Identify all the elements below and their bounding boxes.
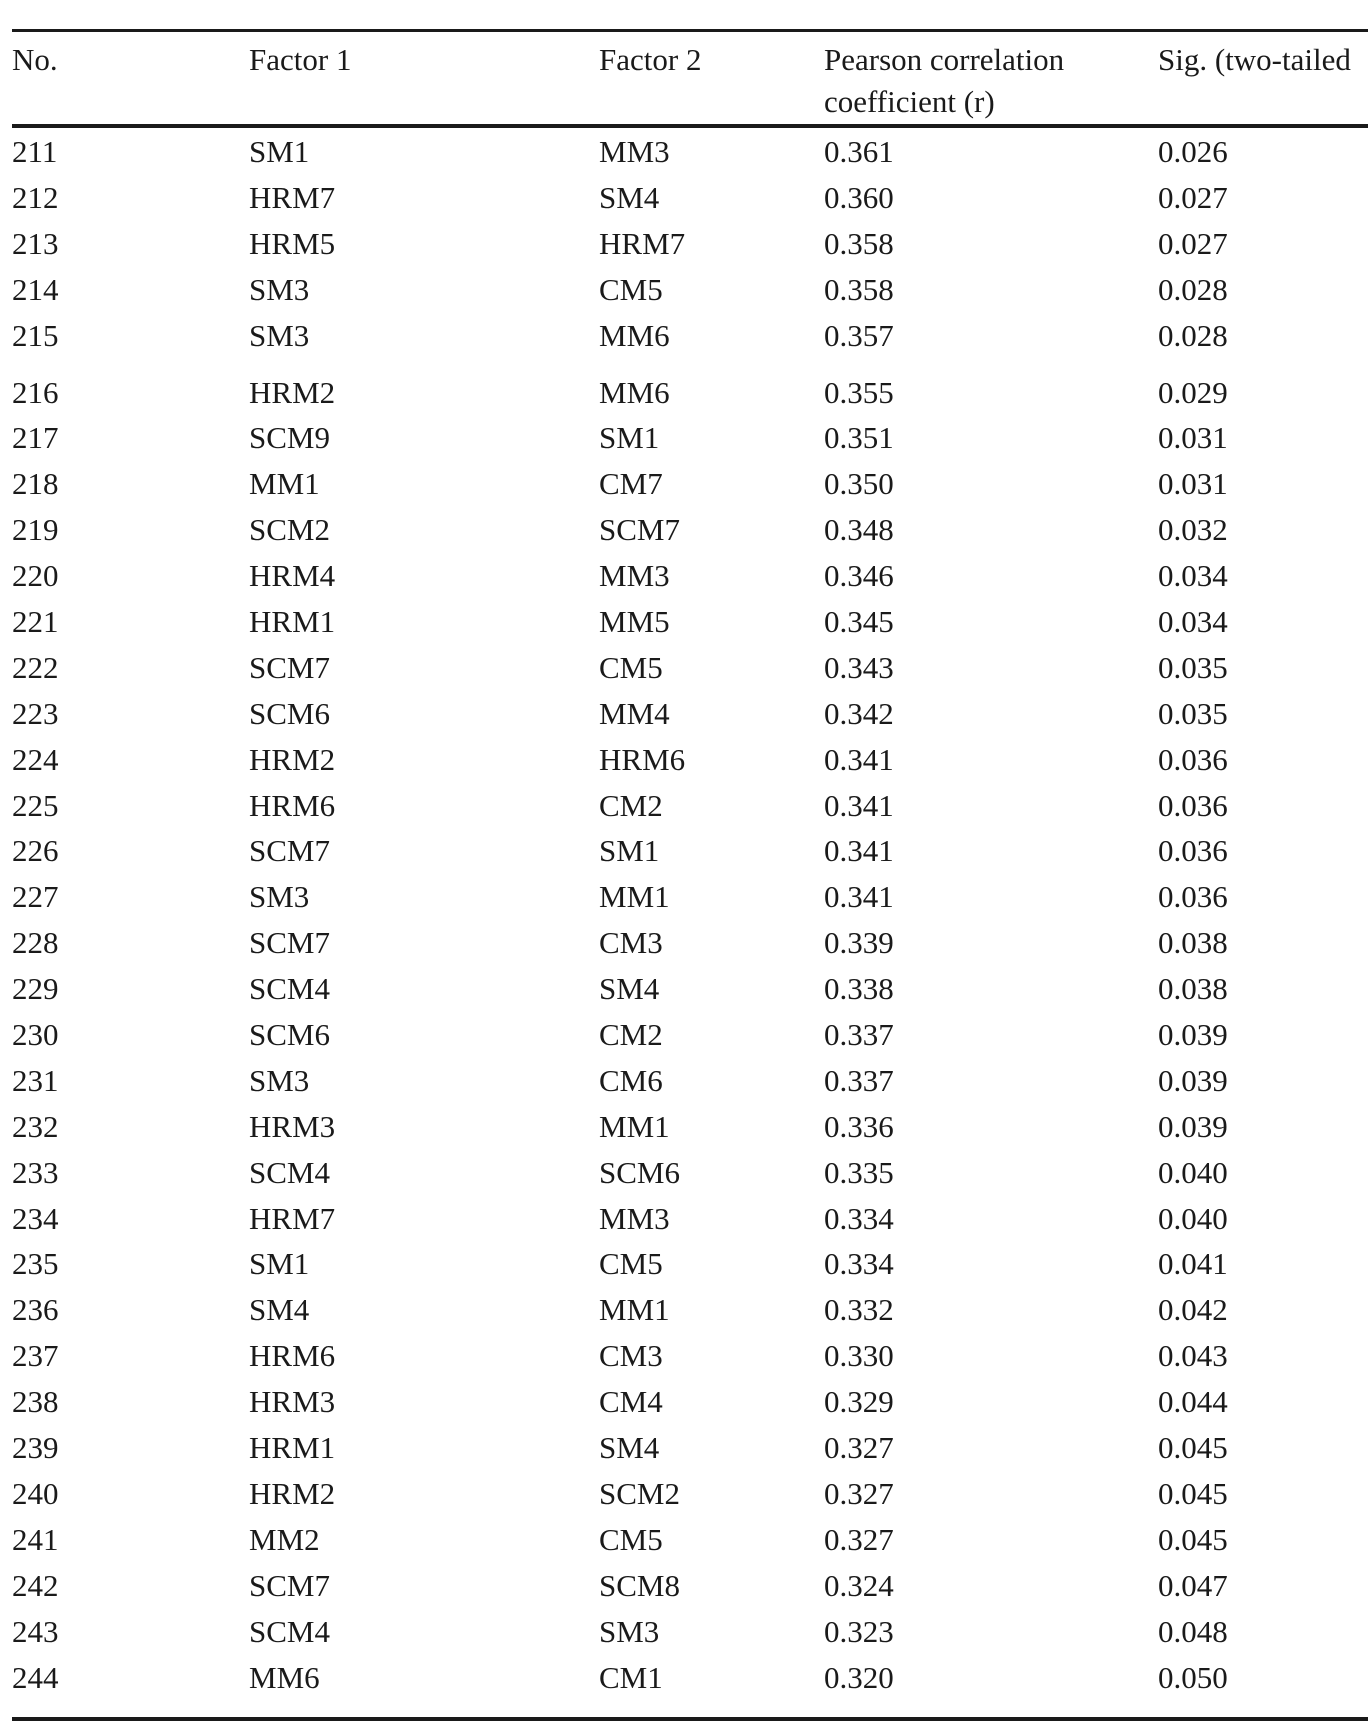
row-pearson-r: 0.361 [824, 134, 894, 169]
row-factor2: CM3 [599, 1338, 663, 1374]
row-factor1: SM3 [249, 1062, 310, 1098]
row-pearson-r: 0.343 [824, 649, 894, 685]
row-no: 218 [12, 466, 59, 502]
row-factor2: MM4 [599, 695, 670, 731]
row-factor1: HRM6 [249, 1338, 336, 1374]
table-row [12, 266, 1368, 312]
row-factor2: MM6 [599, 374, 670, 410]
row-pearson-r: 0.355 [824, 374, 894, 410]
row-sig: 0.045 [1158, 1475, 1228, 1511]
table-row [12, 414, 1368, 460]
row-no: 216 [12, 374, 59, 410]
row-factor2: SCM8 [599, 1567, 680, 1603]
row-factor2: HRM7 [599, 225, 686, 261]
row-no: 235 [12, 1246, 59, 1282]
row-factor2: MM1 [599, 1292, 670, 1328]
row-sig: 0.038 [1158, 971, 1228, 1007]
row-pearson-r: 0.346 [824, 558, 894, 594]
row-sig: 0.027 [1158, 179, 1228, 215]
row-no: 220 [12, 558, 59, 594]
table-row [12, 1195, 1368, 1241]
table-row [12, 1286, 1368, 1332]
table-row [12, 552, 1368, 598]
row-factor1: SCM7 [249, 649, 330, 685]
row-factor2: CM1 [599, 1659, 663, 1695]
table-row [12, 1562, 1368, 1608]
table-row [12, 782, 1368, 828]
table-row [12, 598, 1368, 644]
table-row [12, 965, 1368, 1011]
row-sig: 0.036 [1158, 787, 1228, 823]
row-no: 223 [12, 695, 59, 731]
row-factor1: SCM6 [249, 695, 330, 731]
table-row [12, 736, 1368, 782]
row-no: 225 [12, 787, 59, 823]
row-factor1: SCM7 [249, 1567, 330, 1603]
row-factor2: CM4 [599, 1384, 663, 1420]
row-no: 238 [12, 1384, 59, 1420]
row-sig: 0.050 [1158, 1659, 1228, 1695]
row-factor1: HRM7 [249, 179, 336, 215]
table-row [12, 827, 1368, 873]
row-pearson-r: 0.360 [824, 179, 894, 215]
row-factor2: MM5 [599, 604, 670, 640]
row-sig: 0.034 [1158, 604, 1228, 640]
table-row [12, 1057, 1368, 1103]
row-pearson-r: 0.335 [824, 1154, 894, 1190]
row-sig: 0.034 [1158, 558, 1228, 594]
row-sig: 0.031 [1158, 420, 1228, 456]
row-factor2: MM3 [599, 558, 670, 594]
row-factor2: MM3 [599, 134, 670, 169]
row-sig: 0.040 [1158, 1200, 1228, 1236]
row-pearson-r: 0.345 [824, 604, 894, 640]
row-factor2: CM2 [599, 787, 663, 823]
table-row [12, 873, 1368, 919]
row-no: 219 [12, 512, 59, 548]
row-pearson-r: 0.348 [824, 512, 894, 548]
row-sig: 0.039 [1158, 1108, 1228, 1144]
row-pearson-r: 0.341 [824, 787, 894, 823]
row-no: 228 [12, 925, 59, 961]
row-no: 229 [12, 971, 59, 1007]
row-factor1: MM6 [249, 1659, 320, 1695]
row-pearson-r: 0.337 [824, 1017, 894, 1053]
row-pearson-r: 0.350 [824, 466, 894, 502]
row-factor1: HRM4 [249, 558, 336, 594]
table-row [12, 1424, 1368, 1470]
row-pearson-r: 0.332 [824, 1292, 894, 1328]
table-row [12, 312, 1368, 369]
table-row [12, 1240, 1368, 1286]
table-row [12, 1516, 1368, 1562]
row-pearson-r: 0.336 [824, 1108, 894, 1144]
row-pearson-r: 0.341 [824, 879, 894, 915]
table-row [12, 1654, 1368, 1700]
row-no: 233 [12, 1154, 59, 1190]
row-factor1: SM3 [249, 879, 310, 915]
row-factor2: SCM6 [599, 1154, 680, 1190]
row-factor2: CM5 [599, 271, 663, 307]
row-sig: 0.028 [1158, 317, 1228, 353]
row-sig: 0.039 [1158, 1062, 1228, 1098]
row-no: 213 [12, 225, 59, 261]
row-factor1: HRM2 [249, 374, 336, 410]
row-factor2: SM4 [599, 1430, 660, 1466]
header-factor2: Factor 2 [599, 42, 702, 77]
row-factor2: CM3 [599, 925, 663, 961]
table-row [12, 460, 1368, 506]
row-sig: 0.040 [1158, 1154, 1228, 1190]
row-factor2: MM1 [599, 1108, 670, 1144]
row-factor2: SM4 [599, 179, 660, 215]
row-factor2: SM4 [599, 971, 660, 1007]
row-factor1: SCM4 [249, 1613, 330, 1649]
row-pearson-r: 0.334 [824, 1246, 894, 1282]
row-sig: 0.028 [1158, 271, 1228, 307]
row-sig: 0.036 [1158, 833, 1228, 869]
row-no: 217 [12, 420, 59, 456]
row-factor1: SM1 [249, 1246, 310, 1282]
row-pearson-r: 0.327 [824, 1475, 894, 1511]
table-row [12, 1608, 1368, 1654]
row-no: 222 [12, 649, 59, 685]
row-factor1: SM3 [249, 317, 310, 353]
row-pearson-r: 0.339 [824, 925, 894, 961]
header-pearson [824, 39, 1064, 123]
row-sig: 0.032 [1158, 512, 1228, 548]
row-no: 241 [12, 1521, 59, 1557]
row-no: 231 [12, 1062, 59, 1098]
row-factor1: SCM9 [249, 420, 330, 456]
row-sig: 0.035 [1158, 649, 1228, 685]
row-sig: 0.026 [1158, 134, 1228, 169]
row-sig: 0.043 [1158, 1338, 1228, 1374]
header-no: No. [12, 42, 58, 77]
row-sig: 0.029 [1158, 374, 1228, 410]
row-factor1: SM3 [249, 271, 310, 307]
row-pearson-r: 0.342 [824, 695, 894, 731]
row-no: 227 [12, 879, 59, 915]
table-row [12, 506, 1368, 552]
table-row [12, 174, 1368, 220]
row-no: 230 [12, 1017, 59, 1053]
row-factor1: HRM1 [249, 604, 336, 640]
row-no: 234 [12, 1200, 59, 1236]
table-row [12, 128, 1368, 174]
row-no: 243 [12, 1613, 59, 1649]
row-factor2: CM2 [599, 1017, 663, 1053]
table-row [12, 1149, 1368, 1195]
row-factor1: MM2 [249, 1521, 320, 1557]
row-factor1: HRM5 [249, 225, 336, 261]
row-pearson-r: 0.320 [824, 1659, 894, 1695]
row-no: 224 [12, 741, 59, 777]
row-no: 232 [12, 1108, 59, 1144]
row-factor1: SCM7 [249, 833, 330, 869]
row-pearson-r: 0.327 [824, 1430, 894, 1466]
row-factor2: SCM7 [599, 512, 680, 548]
table-header [12, 32, 1368, 124]
row-sig: 0.039 [1158, 1017, 1228, 1053]
row-factor1: MM1 [249, 466, 320, 502]
row-no: 215 [12, 317, 59, 353]
row-factor2: SM1 [599, 833, 660, 869]
table-row [12, 1470, 1368, 1516]
table-row [12, 220, 1368, 266]
row-pearson-r: 0.329 [824, 1384, 894, 1420]
row-factor2: MM6 [599, 317, 670, 353]
row-factor1: HRM7 [249, 1200, 336, 1236]
row-factor1: HRM1 [249, 1430, 336, 1466]
row-factor2: SCM2 [599, 1475, 680, 1511]
row-pearson-r: 0.324 [824, 1567, 894, 1603]
row-sig: 0.027 [1158, 225, 1228, 261]
row-factor2: SM3 [599, 1613, 660, 1649]
row-no: 212 [12, 179, 59, 215]
table-row [12, 1103, 1368, 1149]
row-pearson-r: 0.341 [824, 833, 894, 869]
row-no: 221 [12, 604, 59, 640]
row-no: 226 [12, 833, 59, 869]
row-factor1: HRM3 [249, 1384, 336, 1420]
row-pearson-r: 0.334 [824, 1200, 894, 1236]
row-pearson-r: 0.337 [824, 1062, 894, 1098]
table-row [12, 369, 1368, 415]
row-factor1: HRM2 [249, 741, 336, 777]
row-pearson-r: 0.327 [824, 1521, 894, 1557]
row-factor2: CM6 [599, 1062, 663, 1098]
row-factor2: CM7 [599, 466, 663, 502]
row-factor1: HRM2 [249, 1475, 336, 1511]
row-factor1: HRM3 [249, 1108, 336, 1144]
row-pearson-r: 0.338 [824, 971, 894, 1007]
row-pearson-r: 0.357 [824, 317, 894, 353]
row-sig: 0.042 [1158, 1292, 1228, 1328]
row-factor2: MM1 [599, 879, 670, 915]
row-pearson-r: 0.341 [824, 741, 894, 777]
row-no: 237 [12, 1338, 59, 1374]
row-sig: 0.038 [1158, 925, 1228, 961]
row-factor1: HRM6 [249, 787, 336, 823]
row-factor1: SCM2 [249, 512, 330, 548]
row-factor2: MM3 [599, 1200, 670, 1236]
row-sig: 0.031 [1158, 466, 1228, 502]
row-factor2: CM5 [599, 1521, 663, 1557]
row-pearson-r: 0.358 [824, 225, 894, 261]
row-factor1: SCM4 [249, 1154, 330, 1190]
row-factor2: CM5 [599, 1246, 663, 1282]
row-factor2: HRM6 [599, 741, 686, 777]
row-factor1: SCM7 [249, 925, 330, 961]
row-no: 244 [12, 1659, 59, 1695]
table-row [12, 1332, 1368, 1378]
table-bottom-rule [12, 1717, 1368, 1721]
row-pearson-r: 0.358 [824, 271, 894, 307]
header-sig: Sig. (two-tailed [1158, 42, 1351, 77]
row-sig: 0.041 [1158, 1246, 1228, 1282]
row-no: 211 [12, 134, 58, 169]
row-factor2: CM5 [599, 649, 663, 685]
row-pearson-r: 0.330 [824, 1338, 894, 1374]
row-no: 239 [12, 1430, 59, 1466]
row-sig: 0.035 [1158, 695, 1228, 731]
table-row [12, 919, 1368, 965]
row-sig: 0.047 [1158, 1567, 1228, 1603]
correlation-table [12, 29, 1368, 1721]
header-pearson-line2: coefficient (r) [824, 84, 995, 119]
row-factor2: SM1 [599, 420, 660, 456]
row-factor1: SCM6 [249, 1017, 330, 1053]
table-row [12, 1378, 1368, 1424]
row-no: 240 [12, 1475, 59, 1511]
row-no: 236 [12, 1292, 59, 1328]
table-row [12, 644, 1368, 690]
row-pearson-r: 0.323 [824, 1613, 894, 1649]
row-sig: 0.036 [1158, 879, 1228, 915]
table-row [12, 1011, 1368, 1057]
row-factor1: SM1 [249, 134, 310, 169]
row-factor1: SCM4 [249, 971, 330, 1007]
table-body [12, 128, 1368, 1699]
row-sig: 0.045 [1158, 1521, 1228, 1557]
row-factor1: SM4 [249, 1292, 310, 1328]
row-sig: 0.045 [1158, 1430, 1228, 1466]
row-pearson-r: 0.351 [824, 420, 894, 456]
row-sig: 0.044 [1158, 1384, 1228, 1420]
header-pearson-line1: Pearson correlation [824, 42, 1065, 77]
row-no: 214 [12, 271, 59, 307]
row-no: 242 [12, 1567, 59, 1603]
header-factor1: Factor 1 [249, 42, 352, 77]
row-sig: 0.036 [1158, 741, 1228, 777]
table-row [12, 690, 1368, 736]
row-sig: 0.048 [1158, 1613, 1228, 1649]
